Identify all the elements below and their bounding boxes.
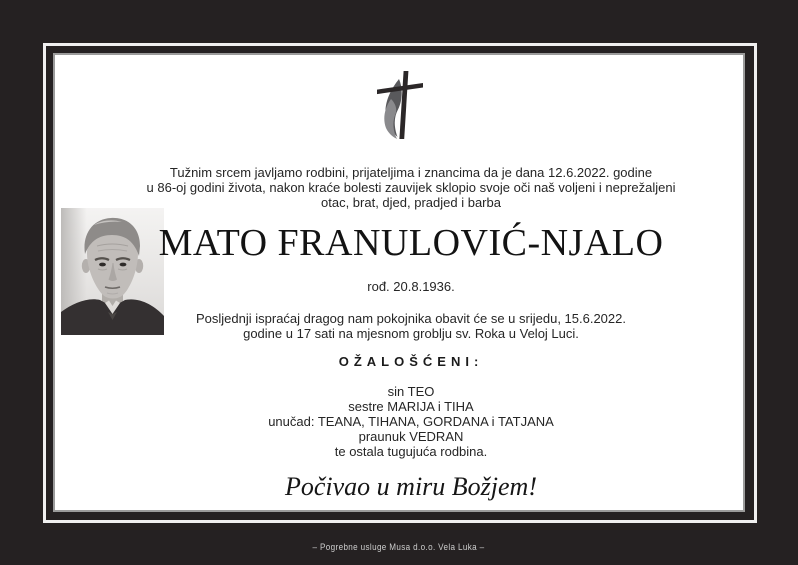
intro-line: Tužnim srcem javljamo rodbini, prijateljima i znancima da je dana 12.6.2022. godine — [169, 165, 653, 180]
funeral-info — [81, 311, 741, 341]
funeral-line: godine u 17 sati na mjesnom groblju sv. Roka u Veloj Luci. — [243, 326, 579, 341]
memorial-card — [55, 55, 743, 510]
mourners-list — [81, 384, 741, 459]
mourner-line: unučad: TEANA, TIHANA, GORDANA i TATJANA — [268, 414, 554, 429]
intro-line: otac, brat, djed, pradjed i barba — [321, 195, 501, 210]
intro-text — [81, 165, 741, 210]
birth-date: rođ. 20.8.1936. — [367, 279, 455, 294]
intro-line: u 86-oj godini života, nakon kraće bolesti zauvijek sklopio svoje oči naš voljeni i neprežaljeni — [146, 180, 676, 195]
mourner-line: sin TEO — [387, 384, 435, 399]
mourners-heading: OŽALOŠĆENI: — [338, 354, 484, 369]
deceased-name: MATO FRANULOVIĆ-NJALO — [158, 222, 664, 264]
mourner-line: sestre MARIJA i TIHA — [348, 399, 474, 414]
mourner-line: praunuk VEDRAN — [358, 429, 464, 444]
mourner-line: te ostala tugujuća rodbina. — [334, 444, 488, 459]
funeral-line: Posljednji ispraćaj dragog nam pokojnika obavit će se u srijedu, 15.6.2022. — [196, 311, 626, 326]
cross-and-flame-icon — [370, 71, 428, 139]
footer-text: – Pogrebne usluge Musa d.o.o. Vela Luka – — [313, 542, 485, 552]
closing-message: Počivao u miru Božjem! — [284, 472, 537, 501]
footer — [0, 542, 798, 552]
